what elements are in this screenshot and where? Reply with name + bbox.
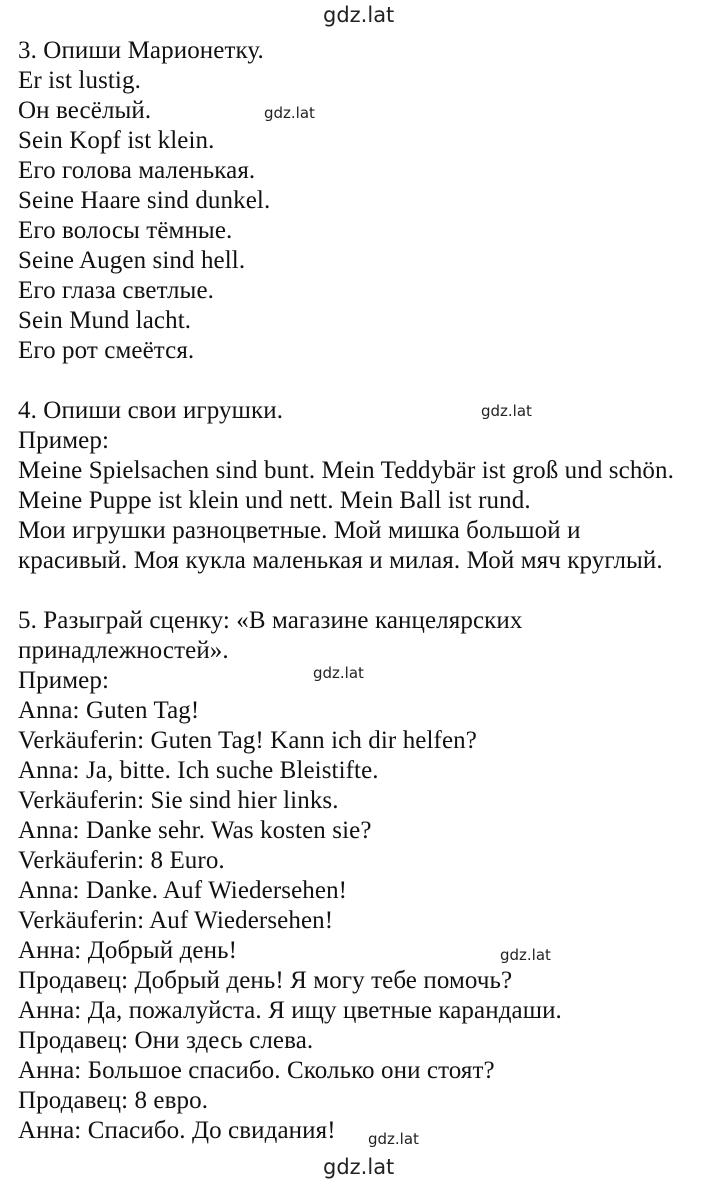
text-line: Его волосы тёмные.: [18, 217, 233, 244]
text-line: Seine Augen sind hell.: [18, 247, 246, 274]
text-line: принадлежностей».: [18, 637, 229, 664]
text-line: Пример:: [18, 667, 109, 694]
dialogue-line: Продавец: 8 евро.: [18, 1087, 209, 1114]
watermark: gdz.lat: [481, 402, 532, 420]
watermark-top: gdz.lat: [323, 3, 395, 27]
dialogue-line: Анна: Спасибо. До свидания!: [18, 1117, 336, 1144]
text-line: Его рот смеётся.: [18, 337, 195, 364]
watermark: gdz.lat: [500, 946, 551, 964]
dialogue-line: Продавец: Добрый день! Я могу тебе помочь?: [18, 967, 513, 994]
text-line: Meine Spielsachen sind bunt. Mein Teddybär ist groß und schön.: [18, 457, 674, 484]
section-5-heading: 5. Разыграй сценку: «В магазине канцелярских: [18, 607, 523, 634]
text-line: Er ist lustig.: [18, 67, 141, 94]
text-line: Sein Kopf ist klein.: [18, 127, 215, 154]
dialogue-line: Verkäuferin: Auf Wiedersehen!: [18, 907, 334, 934]
dialogue-line: Verkäuferin: 8 Euro.: [18, 847, 225, 874]
text-line: Sein Mund lacht.: [18, 307, 192, 334]
dialogue-line: Анна: Большое спасибо. Сколько они стоят?: [18, 1057, 495, 1084]
text-line: Пример:: [18, 427, 109, 454]
text-line: Он весёлый.: [18, 97, 152, 124]
dialogue-line: Анна: Добрый день!: [18, 937, 238, 964]
dialogue-line: Anna: Ja, bitte. Ich suche Bleistifte.: [18, 757, 379, 784]
text-line: Мои игрушки разноцветные. Мой мишка большой и: [18, 517, 581, 544]
watermark: gdz.lat: [264, 104, 315, 122]
section-3-heading: 3. Опиши Марионетку.: [18, 37, 264, 64]
text-line: Его глаза светлые.: [18, 277, 215, 304]
text-line: красивый. Моя кукла маленькая и милая. Мой мяч круглый.: [18, 547, 663, 574]
dialogue-line: Verkäuferin: Guten Tag! Kann ich dir helfen?: [18, 727, 477, 754]
dialogue-line: Анна: Да, пожалуйста. Я ищу цветные карандаши.: [18, 997, 562, 1024]
watermark-bottom: gdz.lat: [323, 1155, 395, 1179]
text-line: Seine Haare sind dunkel.: [18, 187, 271, 214]
section-4-heading: 4. Опиши свои игрушки.: [18, 397, 284, 424]
text-line: Его голова маленькая.: [18, 157, 256, 184]
dialogue-line: Anna: Danke. Auf Wiedersehen!: [18, 877, 348, 904]
dialogue-line: Продавец: Они здесь слева.: [18, 1027, 314, 1054]
watermark: gdz.lat: [313, 664, 364, 682]
dialogue-line: Verkäuferin: Sie sind hier links.: [18, 787, 339, 814]
dialogue-line: Anna: Danke sehr. Was kosten sie?: [18, 817, 372, 844]
text-line: Meine Puppe ist klein und nett. Mein Ball ist rund.: [18, 487, 531, 514]
dialogue-line: Anna: Guten Tag!: [18, 697, 200, 724]
watermark: gdz.lat: [368, 1130, 419, 1148]
